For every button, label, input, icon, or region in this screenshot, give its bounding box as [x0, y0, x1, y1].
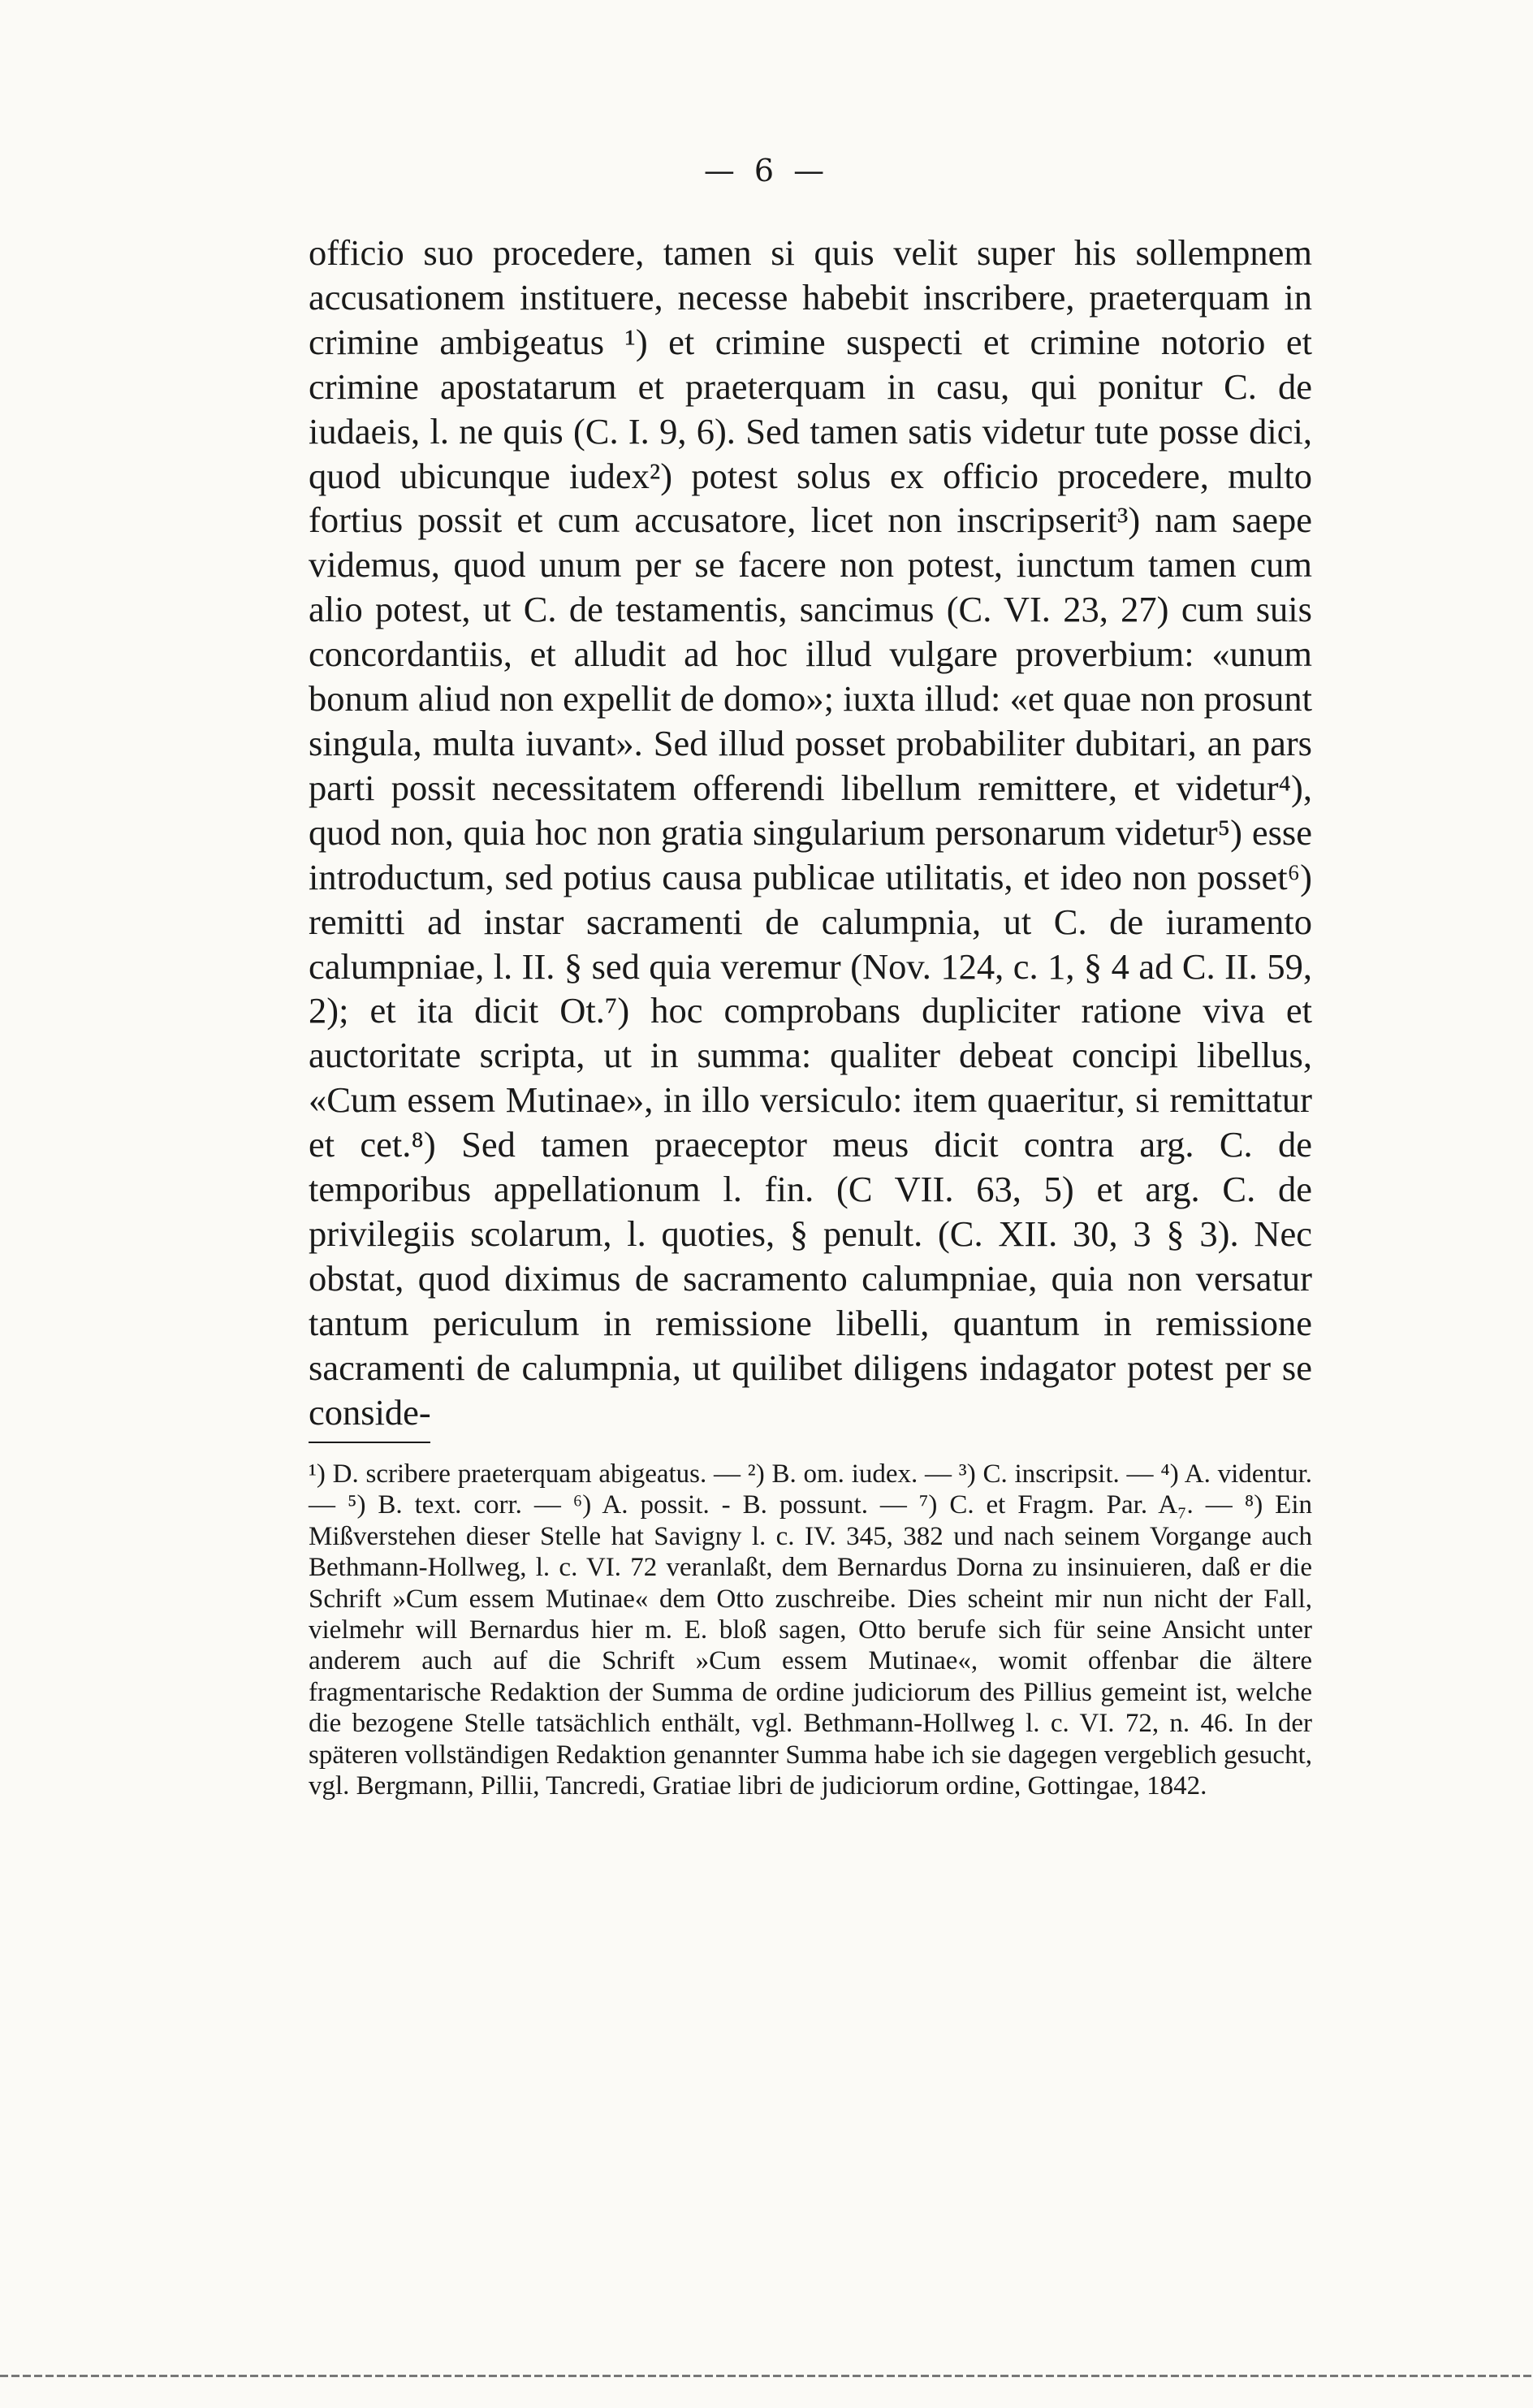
main-text: officio suo procedere, tamen si quis velit super his sollempnem accusationem instituere, necesse habebit inscribere, praeterquam in crimine ambigeatus ¹) et crimine suspecti et crimine notorio et crimine apostatarum et praeterquam in casu, qui ponitur C. de iudaeis, l. ne quis (C. I. 9, 6). Sed tamen satis videtur tute posse dici, quod ubicunque iudex²) potest solus ex officio procedere, multo fortius possit et cum accusatore, licet non inscripserit³) nam saepe videmus, quod unum per se facere non potest, iunctum tamen cum alio potest, ut C. de testamentis, sancimus (C. VI. 23, 27) cum suis concordantiis, et alludit ad hoc illud vulgare proverbium: «unum bonum aliud non expellit de domo»; iuxta illud: «et quae non prosunt singula, multa iuvant». Sed illud posset probabiliter dubitari, an pars parti possit necessitatem offerendi libellum remittere, et videtur⁴), quod non, quia hoc non gratia singularium personarum videtur⁵) esse introductum, sed potius causa publicae utilitatis, et ideo non posset⁶) remitti ad instar sacramenti de calumpnia, ut C. de iuramento calumpniae, l. II. § sed quia veremur (Nov. 124, c. 1, § 4 ad C. II. 59, 2); et ita dicit Ot.⁷) hoc comprobans dupliciter ratione viva et auctoritate scripta, ut in summa: qualiter debeat concipi libellus, «Cum essem Mutinae», in illo versiculo: item quaeritur, si remittatur et cet.⁸) Sed tamen praeceptor meus dicit contra arg. C. de temporibus appellationum l. fin. (C VII. 63, 5) et arg. C. de privilegiis scolarum, l. quoties, § penult. (C. XII. 30, 3 § 3). Nec obstat, quod diximus de sacramento calumpniae, quia non versatur tantum periculum in remissione libelli, quantum in remissione sacramenti de calumpnia, ut quilibet diligens indagator potest per se conside- — [309, 232, 1312, 1433]
scan-edge-line — [0, 2375, 1533, 2377]
footnotes: ¹) D. scribere praeterquam abigeatus. — ²) B. om. iudex. — ³) C. inscripsit. — ⁴) A. videntur. — ⁵) B. text. corr. — ⁶) A. possit. - B. possunt. — ⁷) C. et Fragm. Par. A₇. — ⁸) Ein Mißverstehen dieser Stelle hat Savigny l. c. IV. 345, 382 und nach seinem Vorgange auch Bethmann-Hollweg, l. c. VI. 72 veranlaßt, dem Bernardus Dorna zu insinuieren, daß er die Schrift »Cum essem Mutinae« dem Otto zuschreibe. Dies scheint mir nun nicht der Fall, vielmehr will Bernardus hier m. E. bloß sagen, Otto berufe sich für seine Ansicht unter anderem auch auf die Schrift »Cum essem Mutinae«, womit offenbar die ältere fragmentarische Redaktion der Summa de ordine judiciorum des Pillius gemeint ist, welche die bezogene Stelle tatsächlich enthält, vgl. Bethmann-Hollweg l. c. VI. 72, n. 46. In der späteren vollständigen Redaktion genannter Summa habe ich sie dagegen vergeblich gesucht, vgl. Bergmann, Pillii, Tancredi, Gratiae libri de judiciorum ordine, Gottingae, 1842. — [309, 1459, 1312, 1801]
footnote-separator — [309, 1442, 430, 1443]
page-number: — 6 — — [703, 153, 830, 188]
